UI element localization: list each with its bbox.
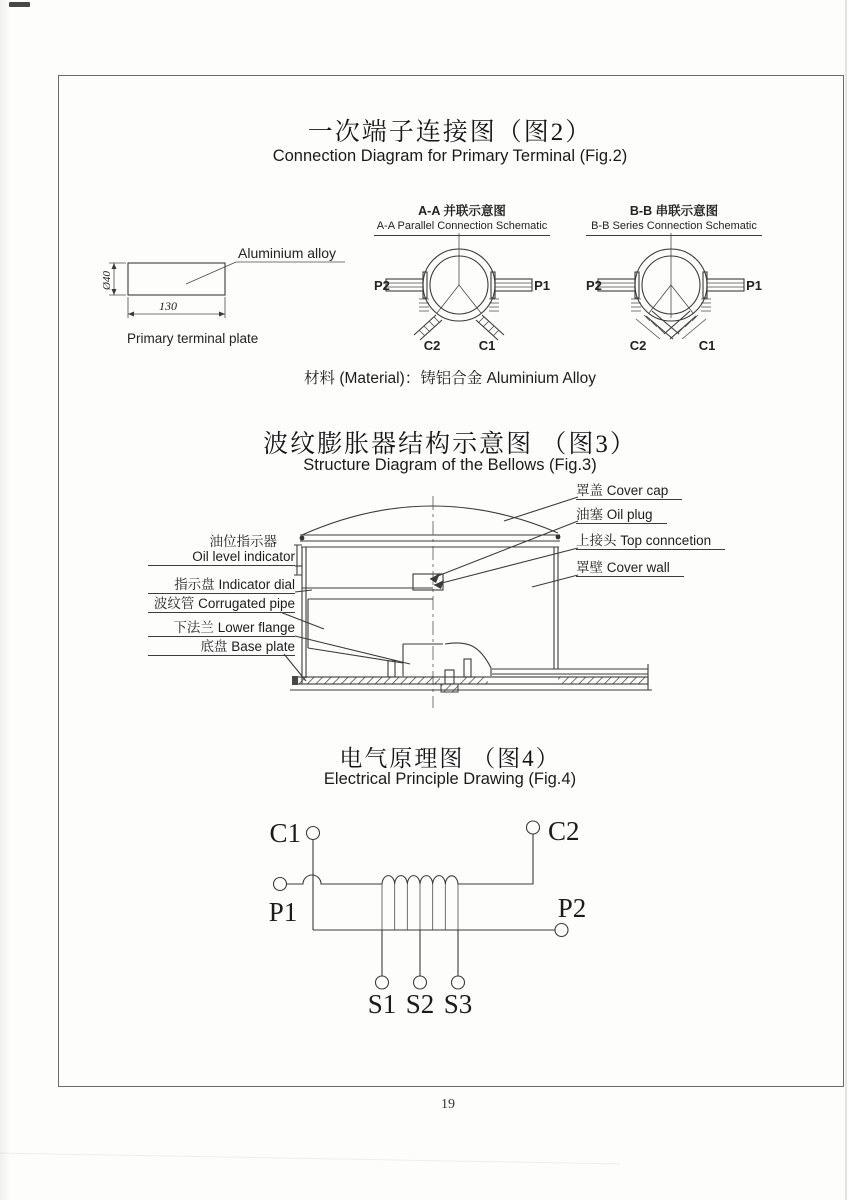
p1-terminal [274, 878, 287, 891]
bb-terminal-c1: C1 [698, 338, 716, 351]
s3-label: S3 [443, 989, 473, 1019]
aa-radial-lines [437, 285, 481, 313]
corrugated-pipe-outline [308, 599, 443, 676]
aa-terminal-c1: C1 [478, 338, 496, 351]
c1-label: C1 [269, 818, 301, 848]
page-number: 19 [441, 1097, 455, 1112]
s3-terminal [452, 976, 465, 989]
cover-cap-outline [302, 506, 558, 535]
schematic-bb-drawing [586, 233, 762, 351]
label-oil-level-indicator [148, 534, 295, 566]
label-cover-cap: 罩盖 Cover cap [576, 483, 682, 500]
tap-wires [382, 930, 458, 976]
c1-terminal [307, 827, 320, 840]
leader-lines [280, 497, 578, 681]
plate-dia-dim: Ø40 [101, 271, 113, 290]
label-oil-level-indicator-en: Oil level indicator [148, 549, 295, 566]
plate-outline [128, 263, 225, 295]
aa-terminal-p2: P2 [374, 278, 390, 293]
plate-caption: Primary terminal plate [127, 331, 259, 346]
label-oil-level-indicator-cn: 油位指示器 [209, 534, 277, 549]
cover-walls [302, 547, 558, 684]
aa-terminal-c2: C2 [423, 338, 441, 351]
label-cover-wall: 罩壁 Cover wall [576, 560, 684, 577]
scan-artifact-mark [9, 2, 30, 7]
electrical-schematic [245, 808, 615, 1023]
bb-right-lug [701, 272, 744, 311]
schematic-aa-header [374, 201, 550, 236]
schematic-aa-title-en: A-A Parallel Connection Schematic [376, 220, 548, 232]
bb-terminal-p1: P1 [746, 278, 762, 293]
coil-turn-wires [382, 884, 458, 930]
cover-band-lines [300, 535, 560, 547]
fig4-title-cn: 电气原理图 （图4） [339, 746, 561, 771]
aa-right-lug [489, 272, 532, 311]
band-right-dot [556, 535, 561, 540]
bolt-mid [464, 659, 471, 677]
bolt-left [388, 661, 395, 677]
label-top-connection: 上接头 Top conncetion [576, 533, 725, 550]
aa-terminal-p1: P1 [534, 278, 550, 293]
aa-bottom-studs [414, 315, 504, 340]
s2-label: S2 [405, 989, 435, 1019]
plate-material-leader [186, 262, 345, 284]
p2-label: P2 [557, 893, 587, 923]
label-base-plate: 底盘 Base plate [148, 639, 295, 656]
p1-label: P1 [268, 897, 298, 927]
fig3-title-cn: 波纹膨胀器结构示意图 （图3） [263, 431, 637, 458]
p2-terminal [555, 924, 568, 937]
base-hatch-left [296, 677, 440, 684]
material-note: 材料 (Material)：铸铝合金 Aluminium Alloy [304, 370, 596, 387]
fig2-title-en: Connection Diagram for Primary Terminal (Fig.2) [272, 147, 628, 165]
base-left-block [292, 676, 298, 685]
bb-terminal-p2: P2 [586, 278, 602, 293]
schematic-aa-title-cn: A-A 并联示意图 [418, 204, 506, 218]
band-left-dot [300, 536, 305, 541]
schematic-bb-title-cn: B-B 串联示意图 [629, 204, 719, 218]
s2-terminal [414, 976, 427, 989]
plate-material-label: Aluminium alloy [238, 245, 337, 261]
s1-terminal [376, 976, 389, 989]
s1-label: S1 [367, 989, 397, 1019]
scan-left-shadow [0, 0, 10, 1200]
label-indicator-dial: 指示盘 Indicator dial [148, 577, 295, 594]
fig3-title-en: Structure Diagram of the Bellows (Fig.3) [303, 456, 597, 474]
bb-left-lug [598, 272, 641, 311]
scan-right-edge [845, 0, 847, 1200]
sight-glass [294, 545, 302, 575]
primary-wire-coil [287, 834, 534, 884]
label-oil-plug: 油塞 Oil plug [576, 507, 667, 524]
bb-terminal-c2: C2 [629, 338, 647, 351]
label-corrugated-pipe: 波纹管 Corrugated pipe [148, 596, 295, 613]
schematic-bb-header [586, 201, 762, 236]
primary-terminal-plate-drawing [100, 238, 355, 353]
fig4-title-en: Electrical Principle Drawing (Fig.4) [323, 770, 577, 788]
schematic-bb-title-en: B-B Series Connection Schematic [591, 220, 757, 232]
schematic-aa-drawing [374, 233, 550, 351]
base-hatch-mid [458, 677, 488, 684]
label-lower-flange: 下法兰 Lower flange [148, 620, 295, 637]
drain-plug-base [441, 684, 458, 692]
c2-terminal [527, 821, 540, 834]
plate-len-dim: 130 [159, 299, 177, 313]
fig2-title-cn: 一次端子连接图（图2） [307, 119, 593, 146]
c2-label: C2 [548, 816, 580, 846]
scan-bottom-edge [0, 1153, 620, 1165]
base-hatch-right [558, 677, 646, 684]
aa-left-lug [386, 272, 429, 311]
